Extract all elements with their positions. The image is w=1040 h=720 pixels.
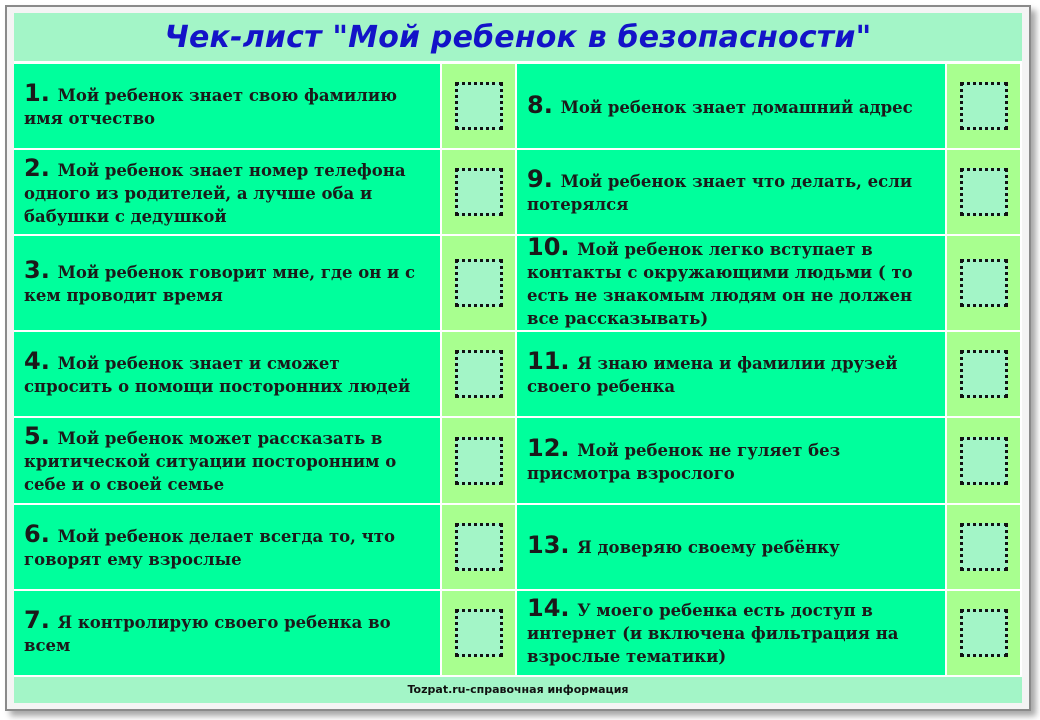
item-text: Я доверяю своему ребёнку	[577, 538, 840, 558]
item-number: 7.	[24, 605, 50, 634]
item-text: Мой ребенок не гуляет без присмотра взрослого	[527, 440, 841, 483]
item-number: 12.	[527, 433, 570, 462]
checklist-item-5	[14, 418, 442, 502]
checkbox-cell	[442, 332, 517, 416]
checklist-item-12	[517, 418, 947, 502]
checklist-item-4	[14, 332, 442, 416]
item-text: Мой ребенок знает что делать, если потерялся	[527, 172, 913, 215]
checkbox-cell	[442, 64, 517, 148]
checkbox-cell	[442, 236, 517, 330]
footer-bar	[14, 677, 1022, 703]
checkbox-1[interactable]	[455, 82, 503, 130]
item-text: Мой ребенок делает всегда то, что говорят ему взрослые	[24, 526, 395, 569]
checklist-item-3	[14, 236, 442, 330]
item-number: 13.	[527, 531, 570, 560]
item-number: 1.	[24, 79, 50, 108]
document-frame	[5, 5, 1031, 711]
checkbox-5[interactable]	[455, 437, 503, 485]
checklist-item-14	[517, 591, 947, 675]
checklist-row	[14, 233, 1022, 332]
checkbox-4[interactable]	[455, 350, 503, 398]
checklist-row	[14, 591, 1022, 677]
checklist-item-2	[14, 150, 442, 234]
checklist-title-bar	[14, 13, 1022, 64]
item-text: Мой ребенок говорит мне, где он и с кем проводит время	[24, 263, 416, 306]
checkbox-cell	[947, 332, 1022, 416]
item-number: 10.	[527, 233, 570, 262]
item-text: Я контролирую своего ребенка во всем	[24, 612, 391, 655]
item-text: У моего ребенка есть доступ в интернет (и включена фильтрация на взрослые тематики)	[527, 601, 899, 667]
checkbox-10[interactable]	[960, 259, 1008, 307]
item-number: 6.	[24, 519, 50, 548]
item-number: 3.	[24, 256, 50, 285]
checklist-row	[14, 64, 1022, 150]
checklist-item-11	[517, 332, 947, 416]
item-text: Мой ребенок знает и сможет спросить о помощи посторонних людей	[24, 354, 411, 397]
checklist-row	[14, 150, 1022, 236]
item-text: Мой ребенок знает домашний адрес	[560, 97, 913, 117]
item-number: 8.	[527, 90, 553, 119]
checklist-sheet	[14, 13, 1022, 703]
footer-source-text: Tozpat.ru-справочная информация	[407, 683, 629, 697]
checklist-item-10	[517, 233, 947, 330]
item-text: Мой ребенок знает номер телефона одного из родителей, а лучше оба и бабушки с дедушкой	[24, 160, 406, 226]
item-text: Я знаю имена и фамилии друзей своего ребенка	[527, 354, 898, 397]
item-number: 4.	[24, 347, 50, 376]
checkbox-cell	[442, 150, 517, 234]
item-number: 11.	[527, 347, 570, 376]
checkbox-cell	[947, 591, 1022, 675]
checklist-row	[14, 418, 1022, 504]
item-text: Мой ребенок знает свою фамилию имя отчество	[24, 86, 397, 129]
checkbox-12[interactable]	[960, 437, 1008, 485]
checkbox-7[interactable]	[455, 609, 503, 657]
checklist-item-13	[517, 505, 947, 589]
checkbox-11[interactable]	[960, 350, 1008, 398]
checkbox-cell	[947, 505, 1022, 589]
item-number: 14.	[527, 594, 570, 623]
item-number: 2.	[24, 153, 50, 182]
checkbox-13[interactable]	[960, 523, 1008, 571]
checklist-title: Чек-лист "Мой ребенок в безопасности"	[164, 19, 872, 55]
item-number: 9.	[527, 165, 553, 194]
checkbox-cell	[442, 591, 517, 675]
checklist-item-7	[14, 591, 442, 675]
checkbox-cell	[947, 64, 1022, 148]
checkbox-6[interactable]	[455, 523, 503, 571]
checklist-row	[14, 505, 1022, 591]
checkbox-8[interactable]	[960, 82, 1008, 130]
checklist-item-1	[14, 64, 442, 148]
checklist-item-9	[517, 150, 947, 234]
checkbox-cell	[442, 505, 517, 589]
checkbox-cell	[947, 418, 1022, 502]
checkbox-cell	[442, 418, 517, 502]
item-number: 5.	[24, 422, 50, 451]
checkbox-cell	[947, 236, 1022, 330]
checkbox-cell	[947, 150, 1022, 234]
checklist-item-6	[14, 505, 442, 589]
checklist-row	[14, 332, 1022, 418]
checklist-item-8	[517, 64, 947, 148]
checkbox-14[interactable]	[960, 609, 1008, 657]
item-text: Мой ребенок может рассказать в критической ситуации посторонним о себе и о своей семье	[24, 429, 397, 495]
item-text: Мой ребенок легко вступает в контакты с окружающими людьми ( то есть не знакомым людям он не должен все рассказывать)	[527, 240, 913, 329]
checkbox-9[interactable]	[960, 168, 1008, 216]
checkbox-2[interactable]	[455, 168, 503, 216]
checkbox-3[interactable]	[455, 259, 503, 307]
